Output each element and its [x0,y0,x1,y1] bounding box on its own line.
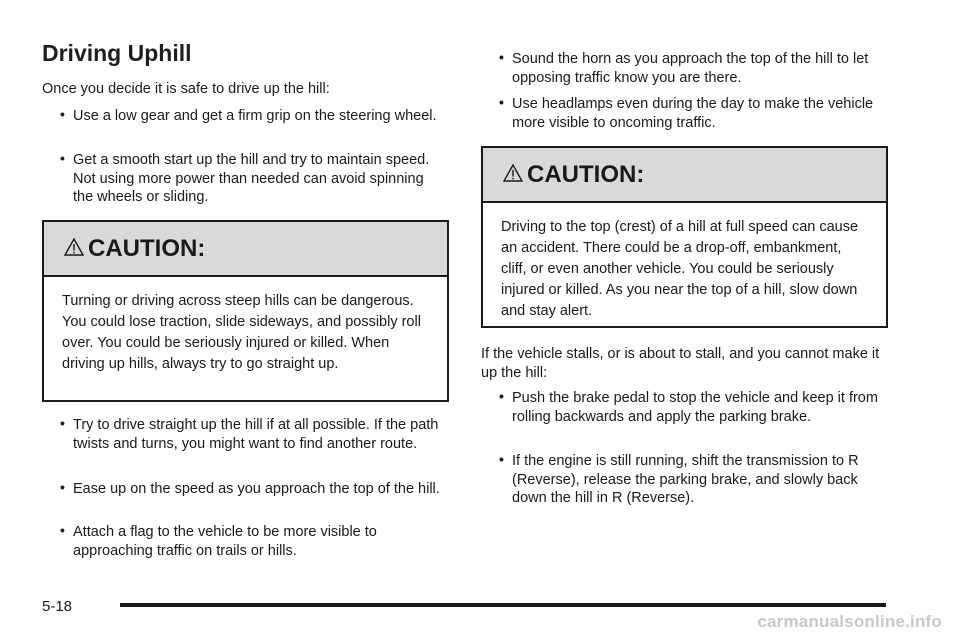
caution-header [483,148,886,203]
bullet-icon: • [60,106,65,122]
list-item: • Use a low gear and get a firm grip on the steering wheel. [60,106,437,124]
bullet-icon: • [60,479,65,495]
bullet-icon: • [60,150,65,166]
stall-intro-paragraph: If the vehicle stalls, or is about to stall, and you cannot make it up the hill: [481,346,880,381]
caution-body: Turning or driving across steep hills can be dangerous. You could lose traction, slide sideways, and possibly roll over. You could be seriously injured or killed. When driving up hills, always try to go straight up. [62,293,421,372]
section-heading: Driving Uphill [42,40,192,66]
list-item: • Get a smooth start up the hill and try to maintain speed. Not using more power than needed can avoid spinning the wheels or sliding. [60,150,430,205]
page-number: 5-18 [42,598,73,615]
caution-box [42,220,449,402]
bullet-icon: • [60,522,65,538]
caution-header [44,222,447,277]
caution-title: CAUTION: [88,234,206,262]
caution-box [481,146,888,328]
bullet-icon: • [499,94,504,110]
bullet-icon: • [499,451,504,467]
list-item: • Use headlamps even during the day to make the vehicle more visible to oncoming traffic. [499,94,874,131]
list-item: • Attach a flag to the vehicle to be more visible to approaching traffic on trails or hills. [60,522,377,559]
list-item: • Try to drive straight up the hill if at all possible. If the path twists and turns, you might want to find another route. [60,415,439,452]
list-item: • Push the brake pedal to stop the vehicle and keep it from rolling backwards and apply the parking brake. [499,388,878,425]
caution-title: CAUTION: [527,160,645,188]
bullet-icon: • [499,388,504,404]
bullet-icon: • [60,415,65,431]
warning-triangle-icon [64,238,84,256]
intro-paragraph: Once you decide it is safe to drive up the hill: [42,81,330,97]
bullet-icon: • [499,49,504,65]
watermark: carmanualsonline.info [757,612,942,631]
list-item: • Ease up on the speed as you approach the top of the hill. [60,479,440,497]
list-item: • If the engine is still running, shift the transmission to R (Reverse), release the parking brake, and slowly back down the hill in R (Reverse). [499,451,859,506]
caution-body: Driving to the top (crest) of a hill at full speed can cause an accident. There could be a drop-off, embankment, cliff, or even another vehicle. You could be seriously injured or killed. As you near the top of a hill, slow down and stay alert. [501,219,859,319]
footer-rule [120,603,886,607]
list-item: • Sound the horn as you approach the top of the hill to let opposing traffic know you are there. [499,49,869,86]
warning-triangle-icon [503,164,523,182]
